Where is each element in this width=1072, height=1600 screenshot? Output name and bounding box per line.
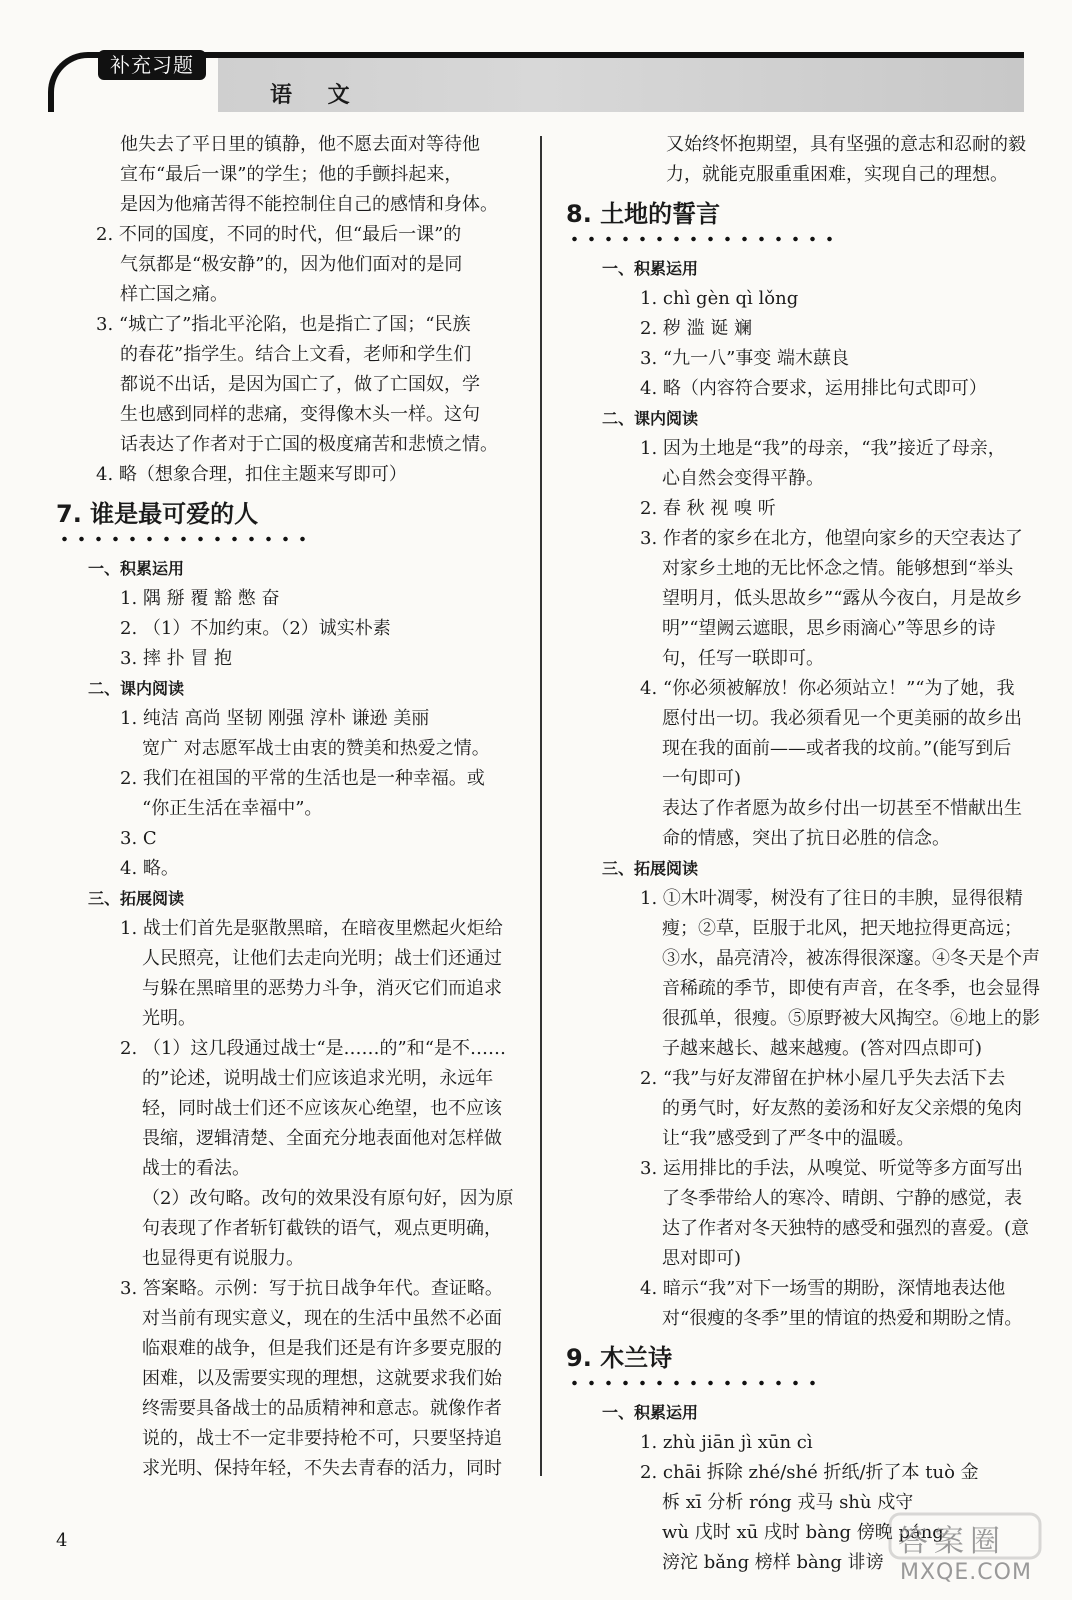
- text-line: 一句即可): [662, 768, 742, 789]
- section-heading: 一、积累运用: [602, 1403, 699, 1422]
- answer-item: 3. C: [120, 828, 157, 849]
- text-line: 柝 xī 分析 róng 戎马 shù 戍守: [662, 1492, 914, 1513]
- answer-item: 3. 作者的家乡在北方，他望向家乡的天空表达了: [640, 528, 1023, 549]
- section-heading: 三、拓展阅读: [602, 859, 699, 878]
- text-line: 话表达了作者对于亡国的极度痛苦和悲愤之情。: [120, 434, 498, 455]
- answer-item: 2. （1）这几段通过战士“是……的”和“是不……: [120, 1038, 506, 1059]
- text-line: 与躲在黑暗里的恶势力斗争，消灭它们而追求: [142, 978, 502, 999]
- text-line: 都说不出话，是因为国亡了，做了亡国奴，学: [120, 374, 480, 395]
- lesson-title: 9. 木兰诗: [566, 1344, 673, 1372]
- answer-item: 3. “城亡了”指北平沦陷，也是指亡了国；“民族: [96, 314, 471, 335]
- answer-item: 2. chāi 拆除 zhé/shé 折纸/折了本 tuò 金: [640, 1462, 979, 1483]
- section-heading: 三、拓展阅读: [88, 889, 185, 908]
- lesson-title: 7. 谁是最可爱的人: [56, 500, 259, 528]
- section-heading: 二、课内阅读: [88, 679, 185, 698]
- header-tag: 补充习题: [98, 50, 206, 80]
- text-line: 子越来越长、越来越瘦。(答对四点即可): [662, 1038, 983, 1059]
- text-line: 心自然会变得平静。: [662, 468, 824, 489]
- text-line: （2）改句略。改句的效果没有原句好，因为原: [142, 1188, 514, 1209]
- answer-item: 2. “我”与好友滞留在护林小屋几乎失去活下去: [640, 1068, 1006, 1089]
- text-line: 的”论述，说明战士们应该追求光明，永远年: [142, 1068, 494, 1089]
- answer-item: 4. 略（想象合理，扣住主题来写即可）: [96, 464, 407, 485]
- section-heading: 二、课内阅读: [602, 409, 699, 428]
- text-line: 对家乡土地的无比怀念之情。能够想到“举头: [662, 558, 1014, 579]
- left-column: [56, 130, 526, 1484]
- answer-item: 2. （1）不加约束。（2）诚实朴素: [120, 618, 391, 639]
- answer-item: 4. 略（内容符合要求，运用排比句式即可）: [640, 378, 987, 399]
- text-line: 又始终怀抱期望，具有坚强的意志和忍耐的毅: [666, 134, 1026, 155]
- text-line: 说的，战士不一定非要持枪不可，只要坚持追: [142, 1428, 502, 1449]
- text-line: 达了作者对冬天独特的感受和强烈的喜爱。(意: [662, 1218, 1030, 1239]
- text-line: “你正生活在幸福中”。: [142, 798, 323, 819]
- watermark-url: MXQE.COM: [900, 1560, 1032, 1585]
- header-rule: [104, 52, 1024, 58]
- text-line: 力，就能克服重重困难，实现自己的理想。: [666, 164, 1008, 185]
- answer-item: 1. chì gèn qì lǒng: [640, 288, 799, 309]
- text-line: 畏缩，逻辑清楚、全面充分地表面他对怎样做: [142, 1128, 502, 1149]
- title-dots: [566, 234, 832, 244]
- header-subject: 语 文: [270, 82, 364, 108]
- text-line: 轻，同时战士们还不应该灰心绝望，也不应该: [142, 1098, 502, 1119]
- text-line: 对“很瘦的冬季”里的情谊的热爱和期盼之情。: [662, 1308, 1023, 1329]
- lesson-title: 8. 土地的誓言: [566, 200, 721, 228]
- text-line: 滂沱 bǎng 榜样 bàng 诽谤: [662, 1552, 884, 1573]
- text-line: 也显得更有说服力。: [142, 1248, 304, 1269]
- page-header: [48, 44, 1024, 112]
- answer-item: 1. 战士们首先是驱散黑暗，在暗夜里燃起火炬给: [120, 918, 503, 939]
- answer-item: 1. 隅 掰 覆 豁 憋 奋: [120, 588, 280, 609]
- text-line: 很孤单，很瘦。⑤原野被大风掏空。⑥地上的影: [662, 1008, 1040, 1029]
- answer-item: 2. 春 秋 视 嗅 听: [640, 498, 776, 519]
- text-line: 生也感到同样的悲痛，变得像木头一样。这句: [120, 404, 480, 425]
- answer-item: 3. 摔 扑 冒 抱: [120, 648, 233, 669]
- answer-item: 3. 答案略。示例：写于抗日战争年代。查证略。: [120, 1278, 503, 1299]
- answer-item: 4. “你必须被解放！你必须站立！”“为了她，我: [640, 678, 1015, 699]
- text-line: 了冬季带给人的寒冷、晴朗、宁静的感觉，表: [662, 1188, 1022, 1209]
- text-line: ③水，晶亮清冷，被冻得很深邃。④冬天是个声: [662, 948, 1040, 969]
- text-line: 的春花”指学生。结合上文看，老师和学生们: [120, 344, 472, 365]
- text-line: 思对即可): [662, 1248, 742, 1269]
- answer-item: 2. 我们在祖国的平常的生活也是一种幸福。或: [120, 768, 485, 789]
- text-line: 愿付出一切。我必须看见一个更美丽的故乡出: [662, 708, 1022, 729]
- answer-item: 3. 运用排比的手法，从嗅觉、听觉等多方面写出: [640, 1158, 1023, 1179]
- answer-item: 1. 因为土地是“我”的母亲，“我”接近了母亲，: [640, 438, 1006, 459]
- text-line: 句，任写一联即可。: [662, 648, 824, 669]
- text-line: 望明月，低头思故乡”“露从今夜白，月是故乡: [662, 588, 1023, 609]
- text-line: 终需要具备战士的品质精神和意志。就像作者: [142, 1398, 502, 1419]
- text-line: 困难，以及需要实现的理想，这就要求我们始: [142, 1368, 502, 1389]
- text-line: wù 戊时 xū 戌时 bàng 傍晚 páng: [662, 1522, 944, 1543]
- text-line: 明”“望阙云遮眼，思乡雨滴心”等思乡的诗: [662, 618, 996, 639]
- text-line: 战士的看法。: [142, 1158, 250, 1179]
- text-line: 命的情感，突出了抗日必胜的信念。: [662, 828, 950, 849]
- column-divider: [540, 136, 542, 1476]
- text-line: 光明。: [142, 1008, 196, 1029]
- right-column: [556, 130, 1040, 1578]
- section-heading: 一、积累运用: [602, 259, 699, 278]
- text-line: 表达了作者愿为故乡付出一切甚至不惜献出生: [662, 798, 1022, 819]
- answer-item: 2. 不同的国度，不同的时代，但“最后一课”的: [96, 224, 462, 245]
- page-number: 4: [56, 1530, 68, 1551]
- text-line: 现在我的面前——或者我的坟前。”(能写到后: [662, 738, 1012, 759]
- text-line: 的勇气时，好友熬的姜汤和好友父亲煨的兔肉: [662, 1098, 1022, 1119]
- text-line: 临艰难的战争，但是我们还是有许多要克服的: [142, 1338, 502, 1359]
- text-line: 宣布“最后一课”的学生；他的手颤抖起来，: [120, 164, 463, 185]
- text-line: 让“我”感受到了严冬中的温暖。: [662, 1128, 915, 1149]
- section-heading: 一、积累运用: [88, 559, 185, 578]
- text-line: 是因为他痛苦得不能控制住自己的感情和身体。: [120, 194, 498, 215]
- text-line: 瘦；②草，臣服于北风，把天地拉得更高远；: [662, 918, 1022, 939]
- text-line: 宽广 对志愿军战士由衷的赞美和热爱之情。: [142, 738, 490, 759]
- watermark-brand: 答案圈: [898, 1524, 1006, 1559]
- answer-item: 1. 纯洁 高尚 坚韧 刚强 淳朴 谦逊 美丽: [120, 708, 430, 729]
- answer-item: 2. 秽 滥 诞 斓: [640, 318, 753, 339]
- text-line: 气氛都是“极安静”的，因为他们面对的是同: [120, 254, 463, 275]
- answer-item: 3. “九一八”事变 端木蕻良: [640, 348, 850, 369]
- title-dots: [56, 534, 316, 544]
- answer-item: 1. zhù jiān jì xūn cì: [640, 1432, 813, 1453]
- answer-item: 1. ①木叶凋零，树没有了往日的丰腴，显得很精: [640, 888, 1023, 909]
- answer-item: 4. 暗示“我”对下一场雪的期盼，深情地表达他: [640, 1278, 1006, 1299]
- text-line: 求光明、保持年轻，不失去青春的活力，同时: [142, 1458, 502, 1479]
- text-line: 人民照亮，让他们去走向光明；战士们还通过: [142, 948, 502, 969]
- text-line: 样亡国之痛。: [120, 284, 228, 305]
- answer-item: 4. 略。: [120, 858, 179, 879]
- title-dots: [566, 1378, 816, 1388]
- text-line: 音稀疏的季节，即使有声音，在冬季，也会显得: [662, 978, 1040, 999]
- text-line: 句表现了作者斩钉截铁的语气，观点更明确，: [142, 1218, 502, 1239]
- text-line: 他失去了平日里的镇静，他不愿去面对等待他: [120, 134, 480, 155]
- text-line: 对当前有现实意义，现在的生活中虽然不必面: [142, 1308, 502, 1329]
